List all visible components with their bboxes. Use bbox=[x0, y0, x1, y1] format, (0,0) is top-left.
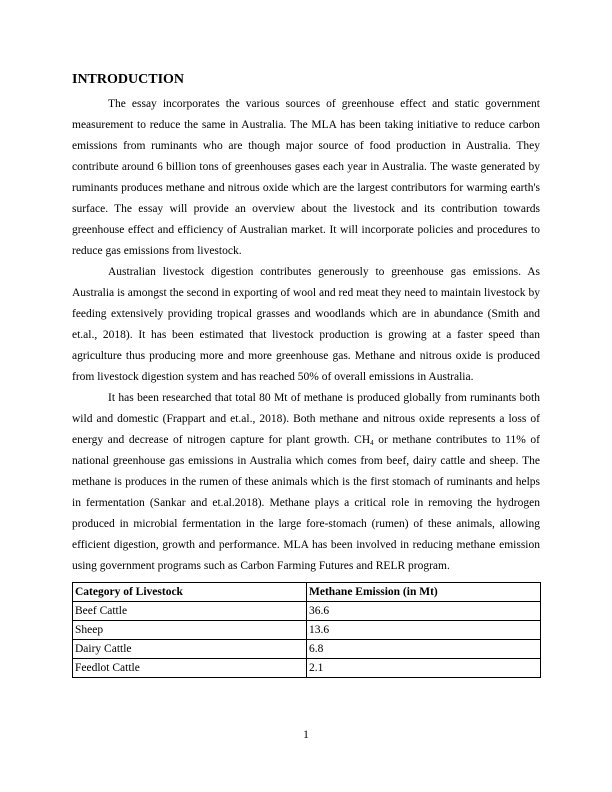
table-row bbox=[73, 640, 541, 659]
cell-emission: 2.1 bbox=[307, 659, 541, 678]
header-emission: Methane Emission (in Mt) bbox=[307, 583, 541, 602]
table-row bbox=[73, 602, 541, 621]
paragraph-3-part2: or methane contributes to 11% of national greenhouse gas emissions in Australia which comes from beef, dairy cattle and sheep. The methane is produces in the rumen of these animals which is the first stomach of ruminants and helps in fermentation (Sankar and et.al.2018). Methane plays a critical role in removing the hydrogen produced in microbial fermentation in the large fore-stomach (rumen) of these animals, allowing efficient digestion, growth and performance. MLA has been involved in reducing methane emission using government programs such as Carbon Farming Futures and RELR program. bbox=[72, 434, 541, 572]
cell-emission: 13.6 bbox=[307, 621, 541, 640]
header-category: Category of Livestock bbox=[73, 583, 307, 602]
cell-emission: 36.6 bbox=[307, 602, 541, 621]
cell-category: Beef Cattle bbox=[73, 602, 307, 621]
ch4-subscript: 4 bbox=[370, 439, 374, 447]
table-header-row bbox=[73, 583, 541, 602]
cell-category: Sheep bbox=[73, 621, 307, 640]
cell-emission: 6.8 bbox=[307, 640, 541, 659]
document-page bbox=[72, 70, 540, 678]
section-heading: INTRODUCTION bbox=[72, 72, 185, 87]
cell-category: Feedlot Cattle bbox=[73, 659, 307, 678]
page-number: 1 bbox=[303, 729, 309, 741]
methane-emission-table bbox=[72, 582, 541, 678]
paragraph-2: Australian livestock digestion contributes generously to greenhouse gas emissions. As Australia is amongst the second in exporting of wool and red meat they need to maintain livestock by feeding extensively providing tropical grasses and woodlands which are in abundance (Smith and et.al., 2018). It has been estimated that livestock production is growing at a faster speed than agriculture thus producing more and more greenhouse gas. Methane and nitrous oxide is produced from livestock digestion system and has reached 50% of overall emissions in Australia. bbox=[72, 266, 540, 383]
paragraph-3-part1: It has been researched that total 80 Mt of methane is produced globally from ruminants both wild and domestic (Frappart and et.al., 2018). Both methane and nitrous oxide represents a loss of energy and decrease of nitrogen capture for plant growth. CH bbox=[72, 392, 540, 446]
paragraph-1: The essay incorporates the various sources of greenhouse effect and static government measurement to reduce the same in Australia. The MLA has been taking initiative to reduce carbon emissions from ruminants who are though major source of food production in Australia. They contribute around 6 billion tons of greenhouses gases each year in Australia. The waste generated by ruminants produces methane and nitrous oxide which are the largest contributors for warming earth's surface. The essay will provide an overview about the livestock and its contribution towards greenhouse effect and efficiency of Australian market. It will incorporate policies and procedures to reduce gas emissions from livestock. bbox=[72, 98, 540, 257]
table-row bbox=[73, 621, 541, 640]
paragraph-3 bbox=[72, 388, 540, 577]
cell-category: Dairy Cattle bbox=[73, 640, 307, 659]
table-row bbox=[73, 659, 541, 678]
